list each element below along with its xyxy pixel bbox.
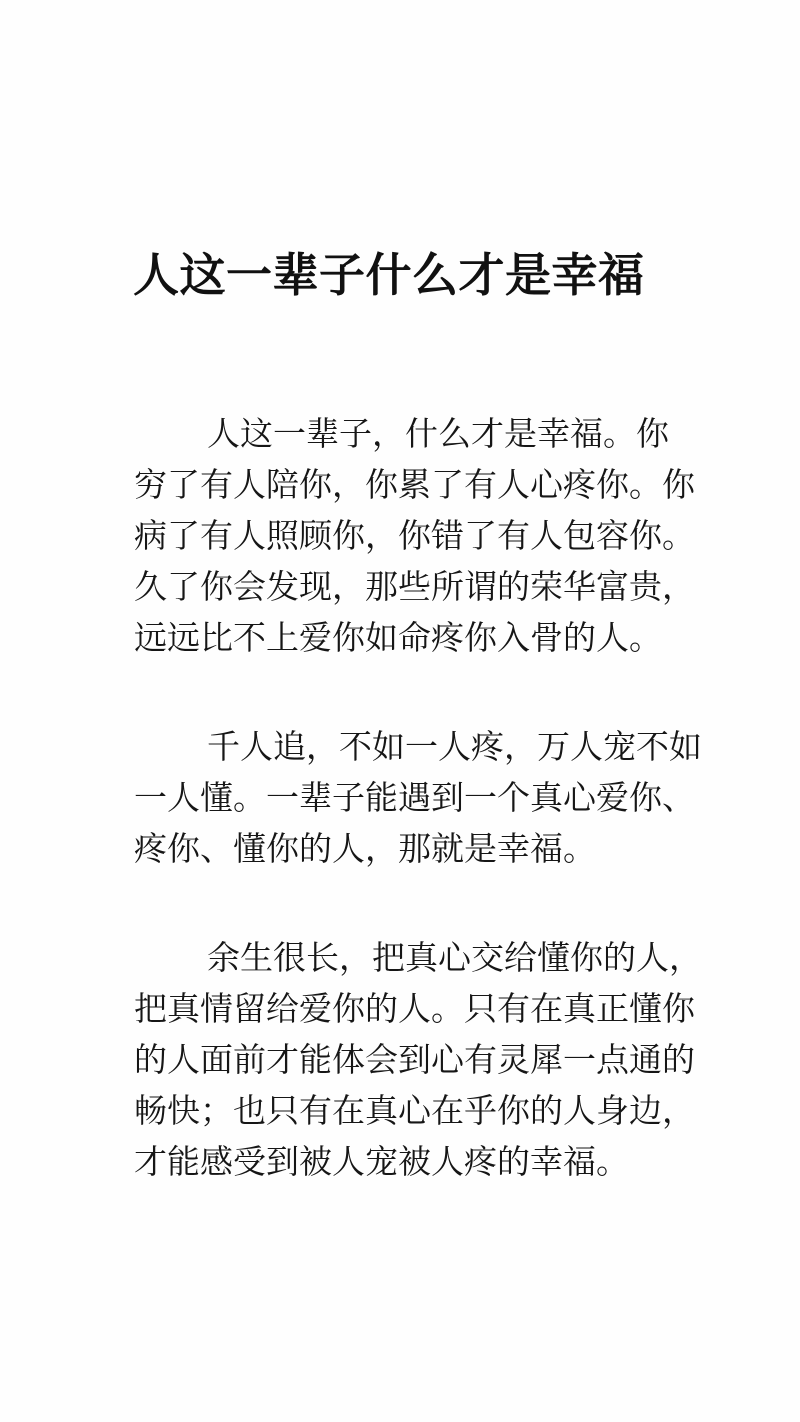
text-line: 一人懂。一辈子能遇到一个真心爱你、	[134, 779, 695, 816]
text-line: 病了有人照顾你，你错了有人包容你。	[134, 517, 695, 554]
paragraph-2	[134, 721, 702, 874]
text-line: 把真情留给爱你的人。只有在真正懂你	[134, 990, 695, 1027]
text-line: 的人面前才能体会到心有灵犀一点通的	[134, 1041, 695, 1078]
body-text	[134, 408, 702, 1187]
text-line: 远远比不上爱你如命疼你入骨的人。	[134, 619, 662, 656]
text-line: 久了你会发现，那些所谓的荣华富贵，	[134, 568, 695, 605]
text-line: 千人追，不如一人疼，万人宠不如	[207, 728, 702, 765]
text-line: 人这一辈子，什么才是幸福。你	[207, 415, 669, 452]
text-line: 畅快；也只有在真心在乎你的人身边，	[134, 1092, 695, 1129]
text-line: 穷了有人陪你，你累了有人心疼你。你	[134, 466, 695, 503]
text-line: 疼你、懂你的人，那就是幸福。	[134, 830, 596, 867]
text-line: 才能感受到被人宠被人疼的幸福。	[134, 1143, 629, 1180]
text-line: 余生很长，把真心交给懂你的人，	[207, 939, 702, 976]
paragraph-3	[134, 932, 702, 1187]
paragraph-1	[134, 408, 695, 663]
page-title: 人这一辈子什么才是幸福	[133, 249, 645, 301]
